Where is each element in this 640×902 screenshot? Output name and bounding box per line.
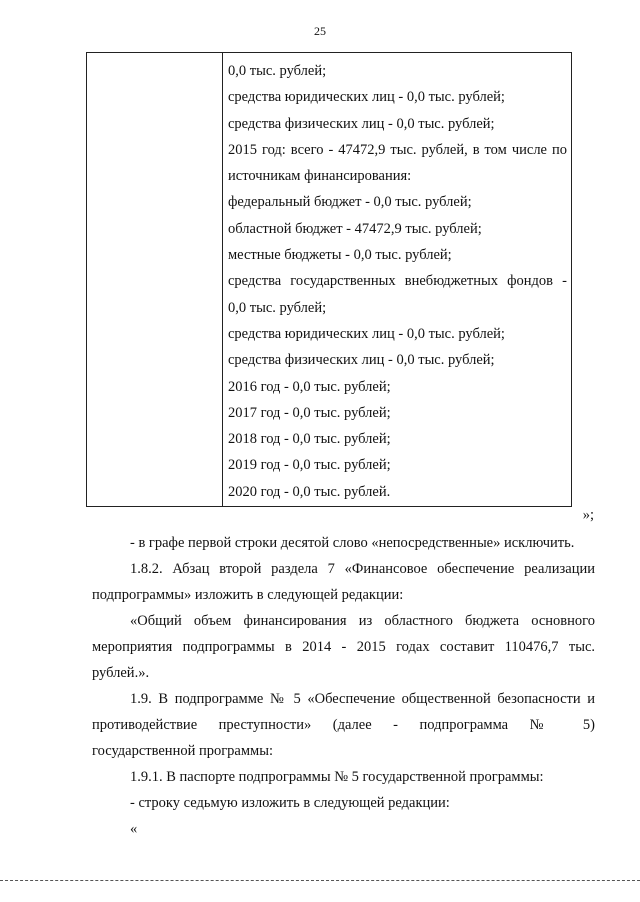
paragraph-line: 1.9. В подпрограмме № 5 «Обеспечение общественной безопасности и — [130, 691, 595, 707]
paragraph-line: «Общий объем финансирования из областного бюджета основного — [130, 613, 595, 629]
paragraph-line: - строку седьмую изложить в следующей редакции: — [130, 795, 450, 811]
table-line: 2020 год - 0,0 тыс. рублей. — [228, 483, 391, 500]
table-line: источникам финансирования: — [228, 168, 412, 185]
document-body — [92, 530, 595, 842]
table-line: 2017 год - 0,0 тыс. рублей; — [228, 404, 391, 421]
table-column-divider — [222, 53, 223, 506]
table-line: средства физических лиц - 0,0 тыс. рублей; — [228, 352, 495, 369]
paragraph-line: мероприятия подпрограммы в 2014 - 2015 годах составит 110476,7 тыс. — [92, 639, 595, 655]
table-line: местные бюджеты - 0,0 тыс. рублей; — [228, 247, 452, 264]
financing-table — [86, 52, 572, 507]
table-line: 0,0 тыс. рублей; — [228, 63, 327, 79]
paragraph-line: противодействие преступности» (далее - подпрограмма № 5) — [92, 717, 595, 733]
paragraph-line: государственной программы: — [92, 743, 273, 759]
table-line: 2019 год - 0,0 тыс. рублей; — [228, 457, 391, 474]
page-number: 25 — [314, 24, 326, 38]
paragraph-line: - в графе первой строки десятой слово «непосредственные» исключить. — [130, 535, 575, 551]
table-line: средства физических лиц - 0,0 тыс. рублей; — [228, 115, 495, 132]
table-line: средства юридических лиц - 0,0 тыс. рублей; — [228, 325, 505, 342]
table-line: средства юридических лиц - 0,0 тыс. рублей; — [228, 89, 505, 106]
closing-quote: »; — [582, 507, 594, 523]
table-line: областной бюджет - 47472,9 тыс. рублей; — [228, 220, 482, 237]
paragraph-line: 1.8.2. Абзац второй раздела 7 «Финансовое обеспечение реализации — [130, 561, 595, 577]
table-line: 2018 год - 0,0 тыс. рублей; — [228, 431, 391, 448]
paragraph-line: рублей.». — [92, 665, 150, 681]
table-line: федеральный бюджет - 0,0 тыс. рублей; — [228, 194, 472, 211]
paragraph-line: подпрограммы» изложить в следующей редакции: — [92, 587, 404, 603]
page-bottom-rule — [0, 880, 640, 882]
table-right-cell — [228, 61, 567, 508]
paragraph-line: 1.9.1. В паспорте подпрограммы № 5 государственной программы: — [130, 769, 544, 785]
table-line: 0,0 тыс. рублей; — [228, 299, 327, 316]
table-line: 2015 год: всего - 47472,9 тыс. рублей, в том числе по — [228, 141, 567, 158]
table-line: средства государственных внебюджетных фондов - — [228, 273, 567, 290]
paragraph-line: « — [130, 821, 138, 837]
table-line: 2016 год - 0,0 тыс. рублей; — [228, 378, 391, 395]
